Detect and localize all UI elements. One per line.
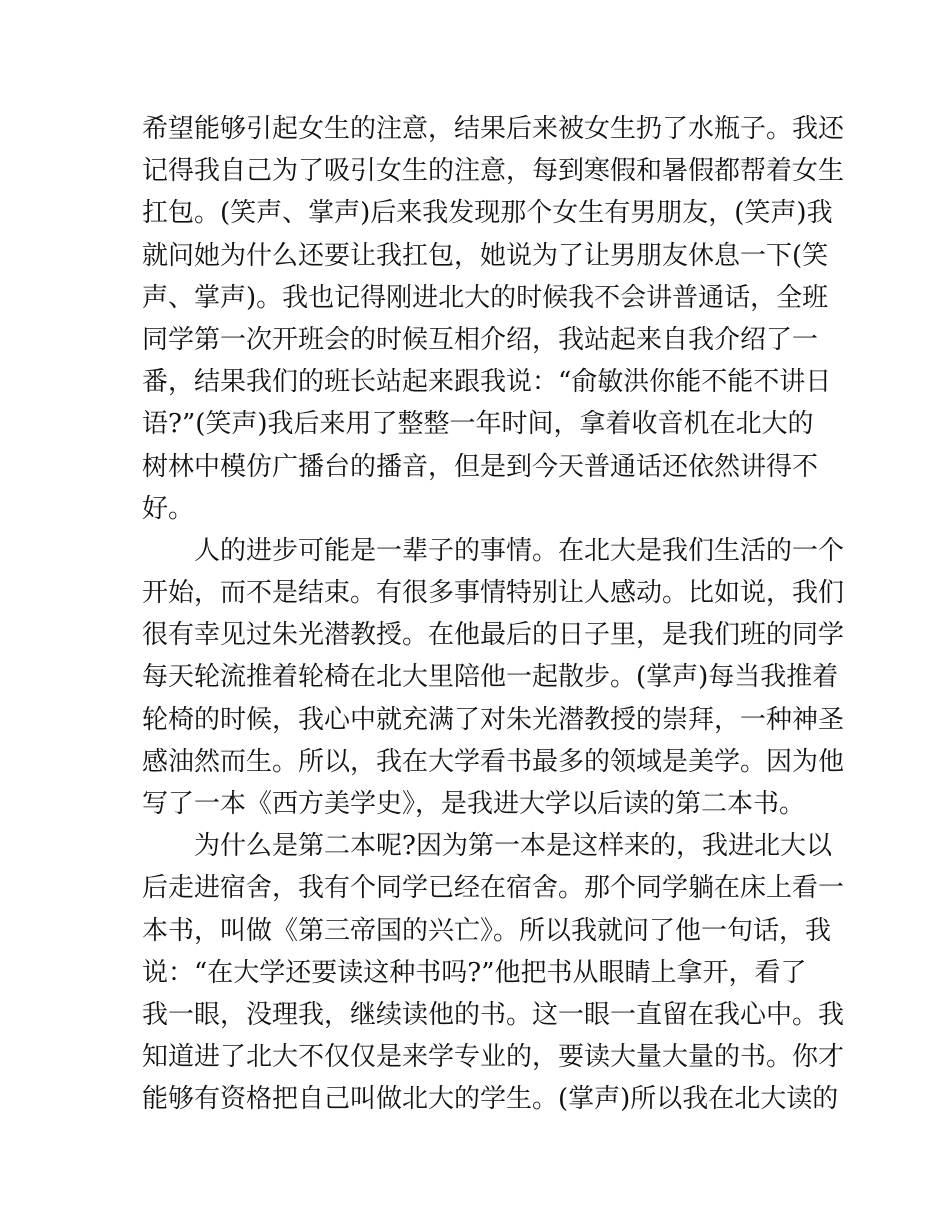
text-line: 就问她为什么还要让我扛包，她说为了让男朋友休息一下(笑	[142, 240, 829, 271]
text-line: 感油然而生。所以，我在大学看书最多的领域是美学。因为他	[142, 746, 845, 777]
text-line: 希望能够引起女生的注意，结果后来被女生扔了水瓶子。我还	[142, 114, 845, 144]
text-line: 我一眼，没理我，继续读他的书。这一眼一直留在我心中。我	[142, 999, 845, 1030]
text-line: 扛包。(笑声、掌声)后来我发现那个女生有男朋友，(笑声)我	[142, 198, 833, 229]
text-line: 后走进宿舍，我有个同学已经在宿舍。那个同学躺在床上看一	[142, 873, 845, 904]
text-line: 番，结果我们的班长站起来跟我说：“俞敏洪你能不能不讲日	[142, 367, 832, 398]
text-line: 为什么是第二本呢?因为第一本是这样来的，我进北大以	[194, 831, 832, 862]
text-line: 好。	[142, 493, 195, 524]
text-line: 记得我自己为了吸引女生的注意，每到寒假和暑假都帮着女生	[142, 156, 845, 187]
text-line: 很有幸见过朱光潜教授。在他最后的日子里，是我们班的同学	[142, 620, 845, 651]
text-line: 人的进步可能是一辈子的事情。在北大是我们生活的一个	[194, 535, 845, 566]
text-line: 知道进了北大不仅仅是来学专业的，要读大量大量的书。你才	[142, 1042, 845, 1073]
text-line: 同学第一次开班会的时候互相介绍，我站起来自我介绍了一	[142, 324, 819, 355]
text-line: 能够有资格把自己叫做北大的学生。(掌声)所以我在北大读的	[142, 1084, 839, 1115]
text-line: 本书，叫做《第三帝国的兴亡》。所以我就问了他一句话，我	[142, 915, 832, 946]
text-line: 每天轮流推着轮椅在北大里陪他一起散步。(掌声)每当我推着	[142, 662, 839, 693]
text-line: 说：“在大学还要读这种书吗?”他把书从眼睛上拿开，看了	[142, 957, 807, 988]
text-line: 声、掌声)。我也记得刚进北大的时候我不会讲普通话，全班	[142, 282, 829, 313]
text-line: 开始，而不是结束。有很多事情特别让人感动。比如说，我们	[142, 578, 845, 609]
text-line: 树林中模仿广播台的播音，但是到今天普通话还依然讲得不	[142, 451, 819, 482]
text-line: 轮椅的时候，我心中就充满了对朱光潜教授的崇拜，一种神圣	[142, 704, 845, 735]
body-text	[142, 108, 845, 1121]
text-line: 写了一本《西方美学史》，是我进大学以后读的第二本书。	[142, 789, 806, 819]
text-line: 语?”(笑声)我后来用了整整一年时间，拿着收音机在北大的	[142, 409, 814, 440]
